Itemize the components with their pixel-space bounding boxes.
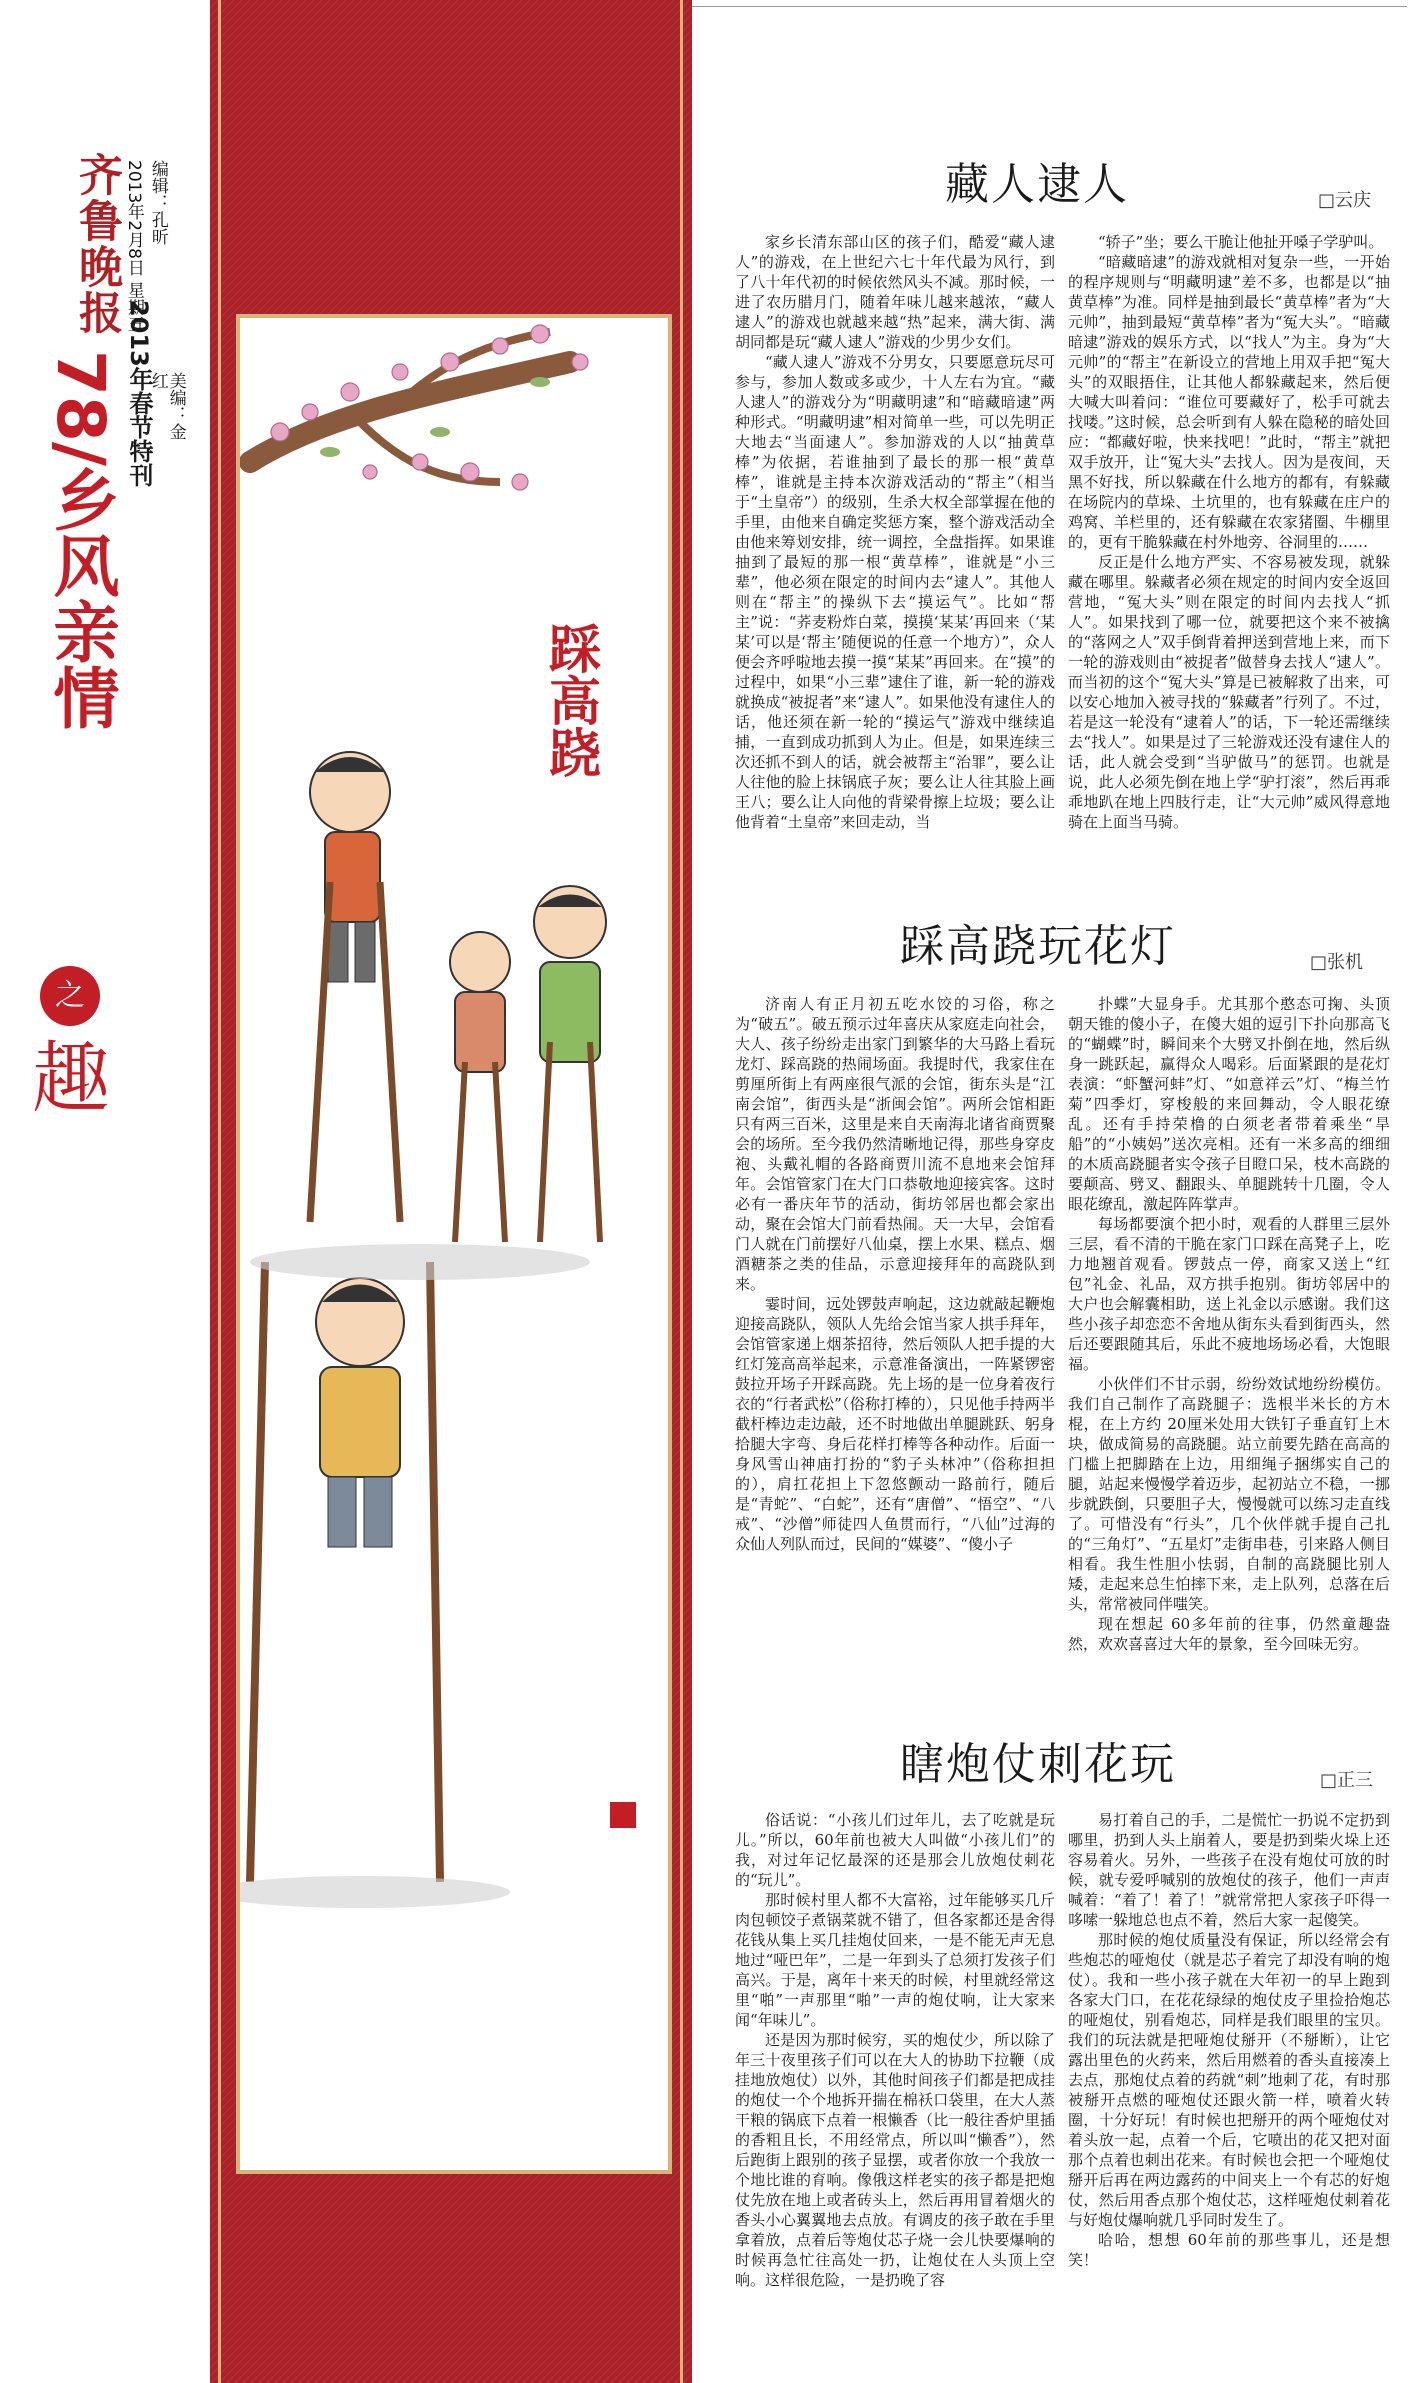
article-3-byline: □正三 (1320, 1770, 1374, 1791)
article-1-column-2 (1068, 232, 1390, 892)
illustration-title: 踩高跷 (539, 622, 601, 778)
article-paragraph: “藏人逮人”游戏不分男女，只要愿意玩尽可参与，参加人数或多或少，十人左右为宜。“藏人逮人”的游戏分为“明藏明逮”和“暗藏暗逮”两种形式。“明藏明逮”相对简单一些，可以先明正大地去“当面逮人”。参加游戏的人以“抽黄草棒”为依据，若谁抽到了最长的那一根“黄草棒”，谁就是主持本次游戏活动的“帮主”（相当于“土皇帝”）的级别，生杀大权全部掌握在他的手里，由他来自确定奖惩方案，整个游戏活动全由他来筹划安排，统一调控，全盘指挥。如果谁抽到了最短的那一根“黄草棒”，谁就是“小三辈”，他必须在限定的时间内去“逮人”。其他人则在“帮主”的操纵下去“摸运气”。比如“帮主”说：“荞麦粉炸白菜，摸摸‘某某’再回来（‘某某’可以是‘帮主’随便说的任意一个地方）”，众人便会齐呼啦地去摸一摸“某某”再回来。在“摸”的过程中，如果“小三辈”逮住了谁，新一轮的游戏就换成“被捉者”来“逮人”。如果他没有逮住人的话，他还须在新一轮的“摸运气”游戏中继续追捕，一直到成功抓到人为止。但是，如果连续三次还抓不到人的话，就会被帮主“治罪”，要么让人往他的脸上抹锅底子灰；要么让人往其脸上画王八；要么让人向他的背梁骨擦上垃圾；要么让他背着“土皇帝”来回走动，当 (735, 353, 1055, 831)
issue-date: 2013年2月8日 星期五 (123, 160, 144, 333)
article-1-column-1 (735, 232, 1055, 892)
article-2-title: 踩高跷玩花灯 (900, 921, 1176, 972)
article-paragraph: 反正是什么地方严实、不容易被发现，就躲藏在哪里。躲藏者必须在规定的时间内安全返回营地，“冤大头”则在限定的时间内去找人“抓人”。如果找到了哪一位，就要把这个来不被擒的“落网之人”双手倒背着押送到营地上来，而下一轮的游戏则由“被捉者”做替身去找人“逮人”。而当初的这个“冤大头”算是已被解救了出来，可以安心地加入被寻找的“躲藏者”行列了。不过，若是这一轮没有“逮着人”的话，下一轮还需继续去“找人”。如果是过了三轮游戏还没有逮住人的话，此人就会受到“当驴做马”的惩罚。也就是说，此人必须先倒在地上学“驴打滚”，然后再乖乖地趴在地上四肢行走，让“大元帅”威风得意地骑在上面当马骑。 (1068, 553, 1390, 831)
article-paragraph: 易打着自己的手，二是慌忙一扔说不定扔到哪里，扔到人头上崩着人，要是扔到柴火垛上还容易着火。另外，一些孩子在没有炮仗可放的时候，就专爱呼喊别的放炮仗的孩子，他们一声声喊着：“着了！着了！”就常常把人家孩子吓得一哆嗦一躲地总也点不着，然后大家一起傻笑。 (1068, 1811, 1390, 1929)
article-paragraph: 家乡长清东部山区的孩子们，酷爱“藏人逮人”的游戏，在上世纪六七十年代最为风行，到了八十年代初的时候依然风头不减。那时候，一进了农历腊月门，随着年味儿越来越浓，“藏人逮人”的游戏也就越来越“热”起来，满大街、满胡同都是玩“藏人逮人”游戏的少男少女们。 (735, 233, 1055, 351)
article-paragraph: 霎时间，远处锣鼓声响起，这边就敲起鞭炮迎接高跷队，领队人先给会馆当家人拱手拜年，会馆管家递上烟茶招待，然后领队人把手提的大红灯笼高高举起来，示意准备演出，一阵紧锣密鼓拉开场子开踩高跷。先上场的是一位身着夜行衣的“行者武松”（俗称打棒的），只见他手持两半截杆棒边走边敲，还不时地做出单腿跳跃、躬身拾腿大字弯、身后花样打棒等各种动作。后面一身风雪山神庙打扮的“豹子头林冲”（俗称担担的），肩扛花担上下忽悠颤动一路前行，随后是“青蛇”、“白蛇”，还有“唐僧”、“悟空”、“八戒”、“沙僧”师徒四人鱼贯而行，“八仙”过海的众仙人列队而过，民间的“媒婆”、“傻小子 (735, 1295, 1055, 1553)
article-paragraph: “暗藏暗逮”的游戏就相对复杂一些，一开始的程序规则与“明藏明逮”差不多，也都是以“抽黄草棒”为准。同样是抽到最长“黄草棒”者为“大元帅”，抽到最短“黄草棒”者为“冤大头”。“暗藏暗逮”游戏的娱乐方式，以“找人”为主。身为“大元帅”的“帮主”在新设立的营地上用双手把“冤大头”的双眼捂住，让其他人都躲藏起来，然后便大喊大叫着问：“谁位可要藏好了，松手可就去找喽。”这时候，总会听到有人躲在隐秘的暗处回应：“都藏好啦，快来找吧！”此时，“帮主”就把双手放开，让“冤大头”去找人。因为是夜间，天黑不好找，所以躲藏在什么地方的都有，有躲藏在场院内的草垛、土坑里的，也有躲藏在庄户的鸡窝、羊栏里的，还有躲藏在农家猪圈、牛棚里的，更有干脆躲藏在村外地旁、谷洞里的…… (1068, 253, 1390, 551)
article-2-column-1 (735, 994, 1055, 1734)
article-1-title: 藏人逮人 (945, 159, 1129, 210)
section-zhi-badge: 之 (40, 966, 100, 1026)
article-paragraph: 哈哈，想想 60年前的那些事儿，还是想笑！ (1068, 2231, 1390, 2269)
article-paragraph: 那时候的炮仗质量没有保证，所以经常会有些炮芯的哑炮仗（就是芯子着完了却没有响的炮仗）。我和一些小孩子就在大年初一的早上跑到各家大门口，在花花绿绿的炮仗皮子里捡拾炮芯的哑炮仗，别看炮芯，同样是我们眼里的宝贝。我们的玩法就是把哑炮仗掰开（不掰断），让它露出里色的火药来，然后用燃着的香头直接凑上去点，那炮仗点着的药就“刺”地刺了花，有时那被掰开点燃的哑炮仗还跟火箭一样，喷着火转圈，十分好玩！有时候也把掰开的两个哑炮仗对着头放一起，点着一个后，它喷出的花又把对面那个点着也刺出花来。有时候也会把一个哑炮仗掰开后再在两边露药的中间夹上一个有芯的好炮仗，然后用香点那个炮仗芯，这样哑炮仗刺着花与好炮仗爆响就几乎同时发生了。 (1068, 1931, 1390, 2229)
article-paragraph: “轿子”坐；要么干脆让他扯开嗓子学驴叫。 (1098, 233, 1384, 251)
article-3-column-1 (735, 1810, 1055, 2370)
stilt-walking-illustration (240, 322, 668, 2174)
kid-on-stilts-3 (250, 1262, 440, 1882)
article-2-byline: □张机 (1310, 952, 1364, 973)
article-paragraph: 济南人有正月初五吃水饺的习俗，称之为“破五”。破五预示过年喜庆从家庭走向社会，大人、孩子纷纷走出家门到繁华的大马路上看玩龙灯、踩高跷的热闹场面。我提时代，我家住在剪厘所街上有两座很气派的会馆，街东头是“江南会馆”，街西头是“浙闽会馆”。两所会馆相距只有两三百米，这里是来自天南海北诸省商贾聚会的场所。至今我仍然清晰地记得，那些身穿皮袍、头戴礼帽的各路商贾川流不息地来会馆拜年。会馆管家门在大门口恭敬地迎接宾客。这时必有一番庆年节的活动，街坊邻居也都会家出动，聚在会馆大门前看热闹。天一大早，会馆看门人就在门前摆好八仙桌，摆上水果、糕点、烟酒糖茶之类的佳品，示意迎接拜年的高跷队到来。 (735, 995, 1055, 1293)
article-paragraph: 每场都要演个把小时，观看的人群里三层外三层，看不清的干脆在家门口踩在高凳子上，吃力地翘首观看。锣鼓点一停，商家又送上“红包”礼金、礼品，双方拱手抱别。街坊邻居中的大户也会解囊相助，送上礼金以示感谢。我们这些小孩子却恋恋不舍地从街东头看到街西头，然后还要跟随其后，乐此不疲地场场必看，大饱眼福。 (1068, 1215, 1390, 1373)
article-1-byline: □云庆 (1318, 190, 1372, 211)
article-3-title: 瞎炮仗刺花玩 (900, 1739, 1176, 1790)
article-paragraph: 扑蝶”大显身手。尤其那个憨态可掬、头顶朝天锥的傻小子，在傻大姐的逗引下扑向那高飞的“蝴蝶”时，瞬间来个大劈叉扑倒在地，然后纵身一跳跃起，赢得众人喝彩。后面紧跟的是花灯表演：“虾蟹河蚌”灯、“如意祥云”灯、“梅兰竹菊”四季灯，穿梭般的来回舞动，令人眼花缭乱。还有手持荣橹的白须老者带着乘坐“旱船”的“小姨妈”送次亮相。还有一米多高的细细的木质高跷腿者实令孩子目瞪口呆，枝木高跷的要颠高、劈叉、翻跟头、单腿跳转十几圈，令人眼花缭乱，激起阵阵掌声。 (1068, 995, 1390, 1213)
article-paragraph: 那时候村里人都不大富裕，过年能够买几斤肉包顿饺子煮锅菜就不错了，但各家都还是舍得花钱从集上买几挂炮仗回来，一是不能无声无息地过“哑巴年”，二是一年到头了总须打发孩子们高兴。于是，离年十来天的时候，村里就经常这里“啪”一声那里“啪”一声的炮仗响，让大家来闻“年味儿”。 (735, 1891, 1055, 2029)
article-paragraph: 小伙伴们不甘示弱，纷纷效试地纷纷模仿。我们自己制作了高跷腿子：选根半米长的方木棍，在上方约 20厘米处用大铁钉子垂直钉上木块，做成简易的高跷腿。站立前要先踏在高高的门槛上把脚踏在上边，用细绳子捆绑实自己的腿，站起来慢慢学着迈步，起初站立不稳，一挪步就跌倒，只要胆子大，慢慢就可以练习走直线了。可惜没有“行头”，几个伙伴就手提自己扎的“三角灯”、“五星灯”走街串巷，引来路人侧目相看。我生性胆小怯弱，自制的高跷腿比别人矮，走起来总生怕摔下来，走上队列，总落在后头，常常被同伴嗤笑。 (1068, 1375, 1390, 1613)
kid-on-stilts-1 (310, 752, 400, 1222)
editor-credit: 编辑：孔昕 (147, 160, 168, 245)
top-border-line (692, 6, 1407, 7)
article-3-column-2 (1068, 1810, 1390, 2370)
artist-credit: 美编：金红 (147, 372, 186, 440)
artist-seal (610, 1802, 636, 1828)
article-2-column-2 (1068, 994, 1390, 1734)
article-paragraph: 俗话说：“小孩儿们过年儿，去了吃就是玩儿。”所以，60年前也被大人叫做“小孩儿们”的我，对过年记忆最深的还是那会儿放炮仗刺花的“玩儿”。 (735, 1811, 1055, 1889)
kids-on-stilts-2 (450, 886, 606, 1242)
article-paragraph: 还是因为那时候穷，买的炮仗少，所以除了年三十夜里孩子们可以在大人的协助下拉鞭（成挂地放炮仗）以外，其他时间孩子们都是把成挂的炮仗一个个地拆开揣在棉袄口袋里，在大人蒸干粮的锅底下点着一根懒香（比一般往香炉里插的香粗且长，不用经常点，所以叫“懒香”），然后跑街上跟别的孩子显摆，或者你放一个我放一个地比谁的育响。像俄这样老实的孩子都是把炮仗先放在地上或者砖头上，然后再用冒着烟火的香头小心翼翼地去点放。有调皮的孩子敢在手里拿着放，点着后等炮仗芯子烧一会儿快要爆响的时候再急忙往高处一扔，让炮仗在人头顶上空响。这样很危险，一是扔晚了容 (735, 2031, 1055, 2289)
section-qu-character: 趣 (32, 1034, 111, 1124)
article-paragraph: 现在想起 60多年前的往事，仍然童趣盎然，欢欢喜喜过大年的景象，至今回味无穷。 (1068, 1615, 1390, 1653)
newspaper-logo: 齐鲁晚报 (71, 152, 122, 336)
special-edition-label: 2013年春节特刊 (125, 300, 153, 487)
section-page-label: 78/乡风亲情 (42, 350, 119, 730)
